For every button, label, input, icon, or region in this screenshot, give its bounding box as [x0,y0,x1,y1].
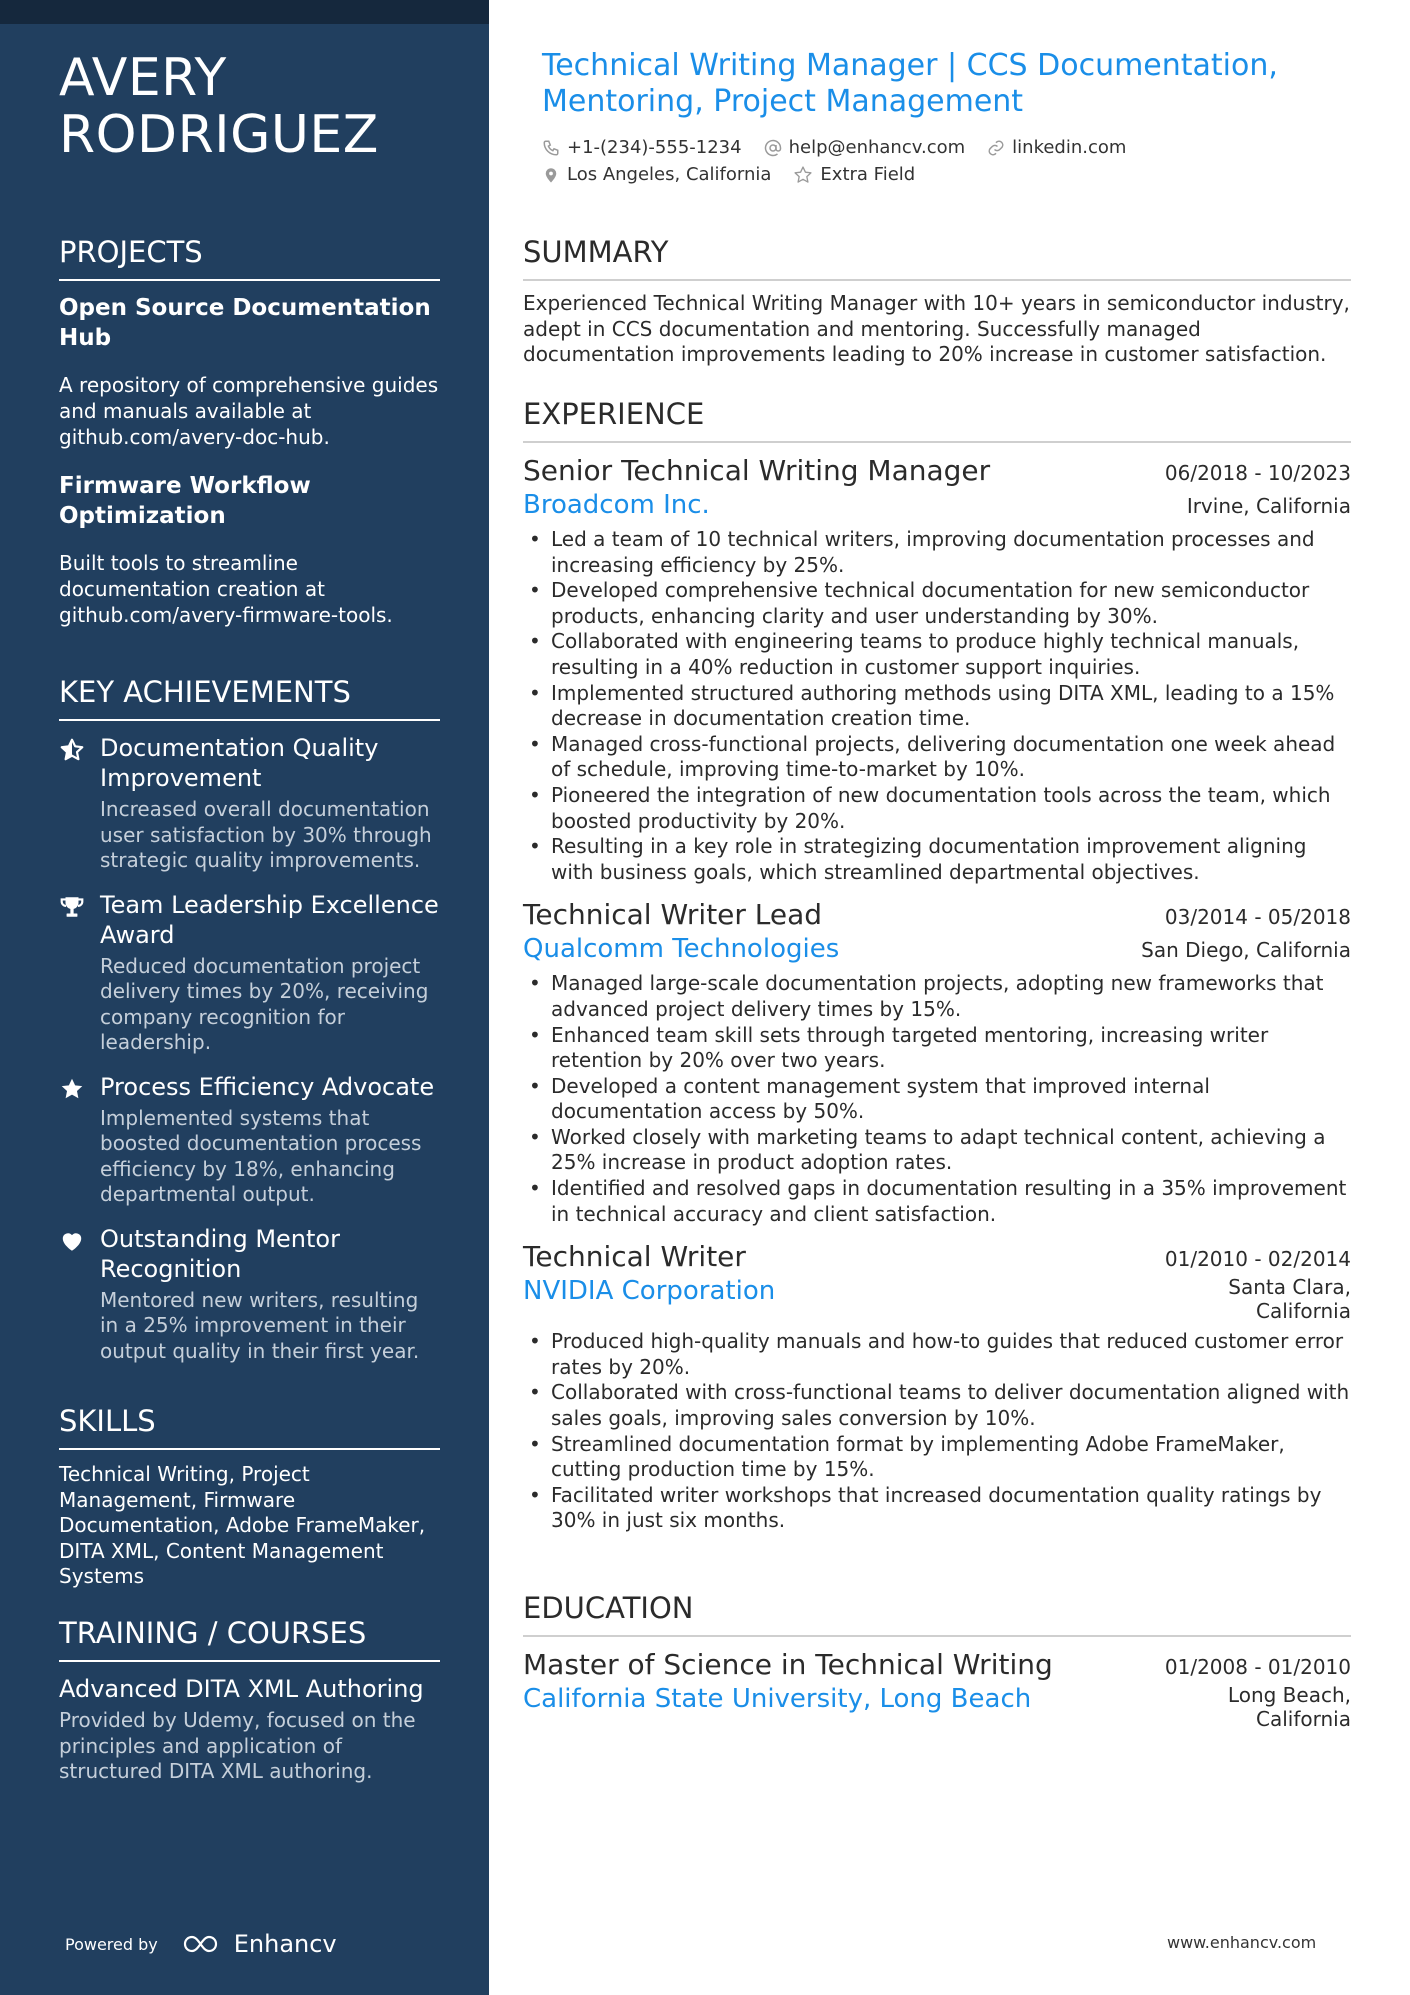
heart-icon [59,1228,85,1254]
phone-contact[interactable] [542,137,742,158]
job-bullet: • Facilitated writer workshops that increased documentation quality ratings by 30% in just six months. [523,1483,1351,1534]
training-section [59,1615,440,1785]
course-title: Advanced DITA XML Authoring [59,1675,424,1703]
job-bullet: • Implemented structured authoring methods using DITA XML, leading to a 15% decrease in documentation creation time. [523,681,1351,732]
projects-section [59,234,440,649]
achievement-title: Process Efficiency Advocate [100,1072,435,1101]
project-item [59,293,440,450]
location-pin-icon [542,166,560,184]
training-title: TRAINING / COURSES [59,1615,440,1662]
job-title: Senior Technical Writing Manager [523,454,991,487]
job-bullets [523,1329,1351,1534]
job-date: 01/2010 - 02/2014 [1164,1247,1351,1272]
email-text: help@enhancv.com [788,137,966,158]
project-description: Built tools to streamline documentation creation at github.com/avery-firmware-tools. [59,551,393,627]
job-bullet: • Enhanced team skill sets through targeted mentoring, increasing writer retention by 20% over two years. [523,1023,1351,1074]
job-title: Technical Writer Lead [523,898,823,932]
job-bullet: • Collaborated with cross-functional teams to deliver documentation aligned with sales goals, improving sales conversion by 10%. [523,1380,1351,1431]
at-icon [764,139,782,157]
candidate-name [59,50,379,164]
linkedin-contact[interactable] [987,137,1126,158]
achievement-item [59,890,440,1056]
skills-list: Technical Writing, Project Management, Firmware Documentation, Adobe FrameMaker, DITA XML, Content Management Systems [59,1462,426,1588]
linkedin-text: linkedin.com [1012,137,1127,158]
last-name: RODRIGUEZ [59,105,379,165]
footer-site-link[interactable]: www.enhancv.com [1167,1933,1317,1952]
job-location: San Diego, California [1141,938,1351,963]
email-contact[interactable] [764,137,966,158]
company-name: NVIDIA Corporation [523,1276,776,1307]
education-title: EDUCATION [523,1590,1351,1637]
enhancv-logo-icon [182,1933,226,1955]
summary-text: Experienced Technical Writing Manager with 10+ years in semiconductor industry, adept in CCS documentation and mentoring. Successfully managed documentation improvements leading to 20% increase in customer satisfaction. [523,291,1350,366]
star-outline-icon [793,165,813,185]
education-location: Long Beach, California [1227,1683,1351,1731]
job-bullet: • Streamlined documentation format by implementing Adobe FrameMaker, cutting production time by 15%. [523,1432,1351,1483]
achievement-description: Increased overall documentation user satisfaction by 30% through strategic quality improvements. [100,797,432,872]
skills-section [59,1403,440,1590]
trophy-icon [59,894,85,920]
skills-title: SKILLS [59,1403,440,1450]
achievements-title: KEY ACHIEVEMENTS [59,674,440,721]
star-icon [59,1076,85,1102]
course-description: Provided by Udemy, focused on the principles and application of structured DITA XML authoring. [59,1708,416,1783]
location-text: Los Angeles, California [567,164,772,185]
phone-text: +1-(234)-555-1234 [567,137,742,158]
company-name: Broadcom Inc. [523,490,710,520]
job-bullet: • Developed comprehensive technical documentation for new semiconductor products, enhancing clarity and user understanding by 30%. [523,578,1351,629]
location-contact [542,164,771,185]
project-title: Open Source Documentation Hub [59,295,431,351]
projects-title: PROJECTS [59,234,440,281]
phone-icon [542,139,560,157]
job-bullet: • Worked closely with marketing teams to adapt technical content, achieving a 25% increase in product adoption rates. [523,1125,1351,1176]
sidebar-top-bar [0,0,489,24]
achievement-title: Documentation Quality Improvement [100,734,379,792]
summary-title: SUMMARY [523,234,1351,281]
experience-title: EXPERIENCE [523,396,1351,443]
experience-section [523,396,1351,1546]
job-entry [523,897,1351,1227]
job-bullet: • Resulting in a key role in strategizing documentation improvement aligning with business goals, which streamlined departmental objectives. [523,834,1351,885]
achievements-section [59,674,440,1380]
achievement-title: Outstanding Mentor Recognition [100,1224,340,1283]
powered-by-label: Powered by [65,1934,158,1954]
link-icon [987,139,1005,157]
project-item [59,471,440,628]
job-entry [523,1239,1351,1534]
brand-name: Enhancv [233,1930,337,1958]
job-location: Santa Clara, California [1228,1275,1351,1324]
project-description: A repository of comprehensive guides and manuals available at github.com/avery-doc-hub. [59,373,439,449]
job-bullet: • Managed cross-functional projects, delivering documentation one week ahead of schedule, improving time-to-market by 10%. [523,732,1351,783]
achievement-description: Reduced documentation project delivery times by 20%, receiving company recognition for leadership. [100,953,429,1054]
star-half-icon [59,737,85,763]
education-section [523,1590,1351,1731]
enhancv-brand[interactable] [182,1930,337,1958]
job-bullet: • Collaborated with engineering teams to produce highly technical manuals, resulting in a 40% reduction in customer support inquiries. [523,629,1351,680]
school-name: California State University, Long Beach [523,1684,1032,1714]
achievement-item [59,1224,440,1365]
contact-row-2 [542,164,937,185]
powered-by [65,1930,337,1958]
job-bullet: • Pioneered the integration of new documentation tools across the team, which boosted productivity by 20%. [523,783,1351,834]
project-title: Firmware Workflow Optimization [59,473,311,529]
sidebar [0,0,489,1995]
job-entry [523,453,1351,885]
company-name: Qualcomm Technologies [523,934,840,965]
first-name: AVERY [59,48,227,108]
job-bullet: • Produced high-quality manuals and how-to guides that reduced customer error rates by 20%. [523,1329,1351,1380]
job-date: 06/2018 - 10/2023 [1164,461,1351,485]
summary-section [523,234,1351,368]
job-date: 03/2014 - 05/2018 [1164,905,1351,930]
achievement-description: Mentored new writers, resulting in a 25% improvement in their output quality in their first year. [100,1287,420,1363]
job-bullets [523,527,1351,885]
job-bullet: • Developed a content management system that improved internal documentation access by 50%. [523,1074,1351,1125]
job-bullet: • Identified and resolved gaps in documentation resulting in a 35% improvement in technical accuracy and client satisfaction. [523,1176,1351,1227]
extra-field-text: Extra Field [820,164,916,185]
degree-title: Master of Science in Technical Writing [523,1648,1053,1681]
job-title: Technical Writer [523,1240,746,1274]
job-bullet: • Led a team of 10 technical writers, improving documentation processes and increasing efficiency by 25%. [523,527,1351,578]
contact-row-1 [542,137,1148,158]
achievement-item [59,733,440,874]
achievement-item [59,1072,440,1208]
achievement-description: Implemented systems that boosted documentation process efficiency by 18%, enhancing departmental output. [100,1105,422,1206]
job-location: Irvine, California [1186,494,1351,518]
education-date: 01/2008 - 01/2010 [1164,1655,1351,1679]
job-bullet: • Managed large-scale documentation projects, adopting new frameworks that advanced project delivery times by 15%. [523,971,1351,1022]
headline: Technical Writing Manager | CCS Documentation, Mentoring, Project Management [542,48,1278,119]
achievement-title: Team Leadership Excellence Award [100,890,439,949]
job-bullets [523,971,1351,1227]
extra-field [793,164,915,185]
